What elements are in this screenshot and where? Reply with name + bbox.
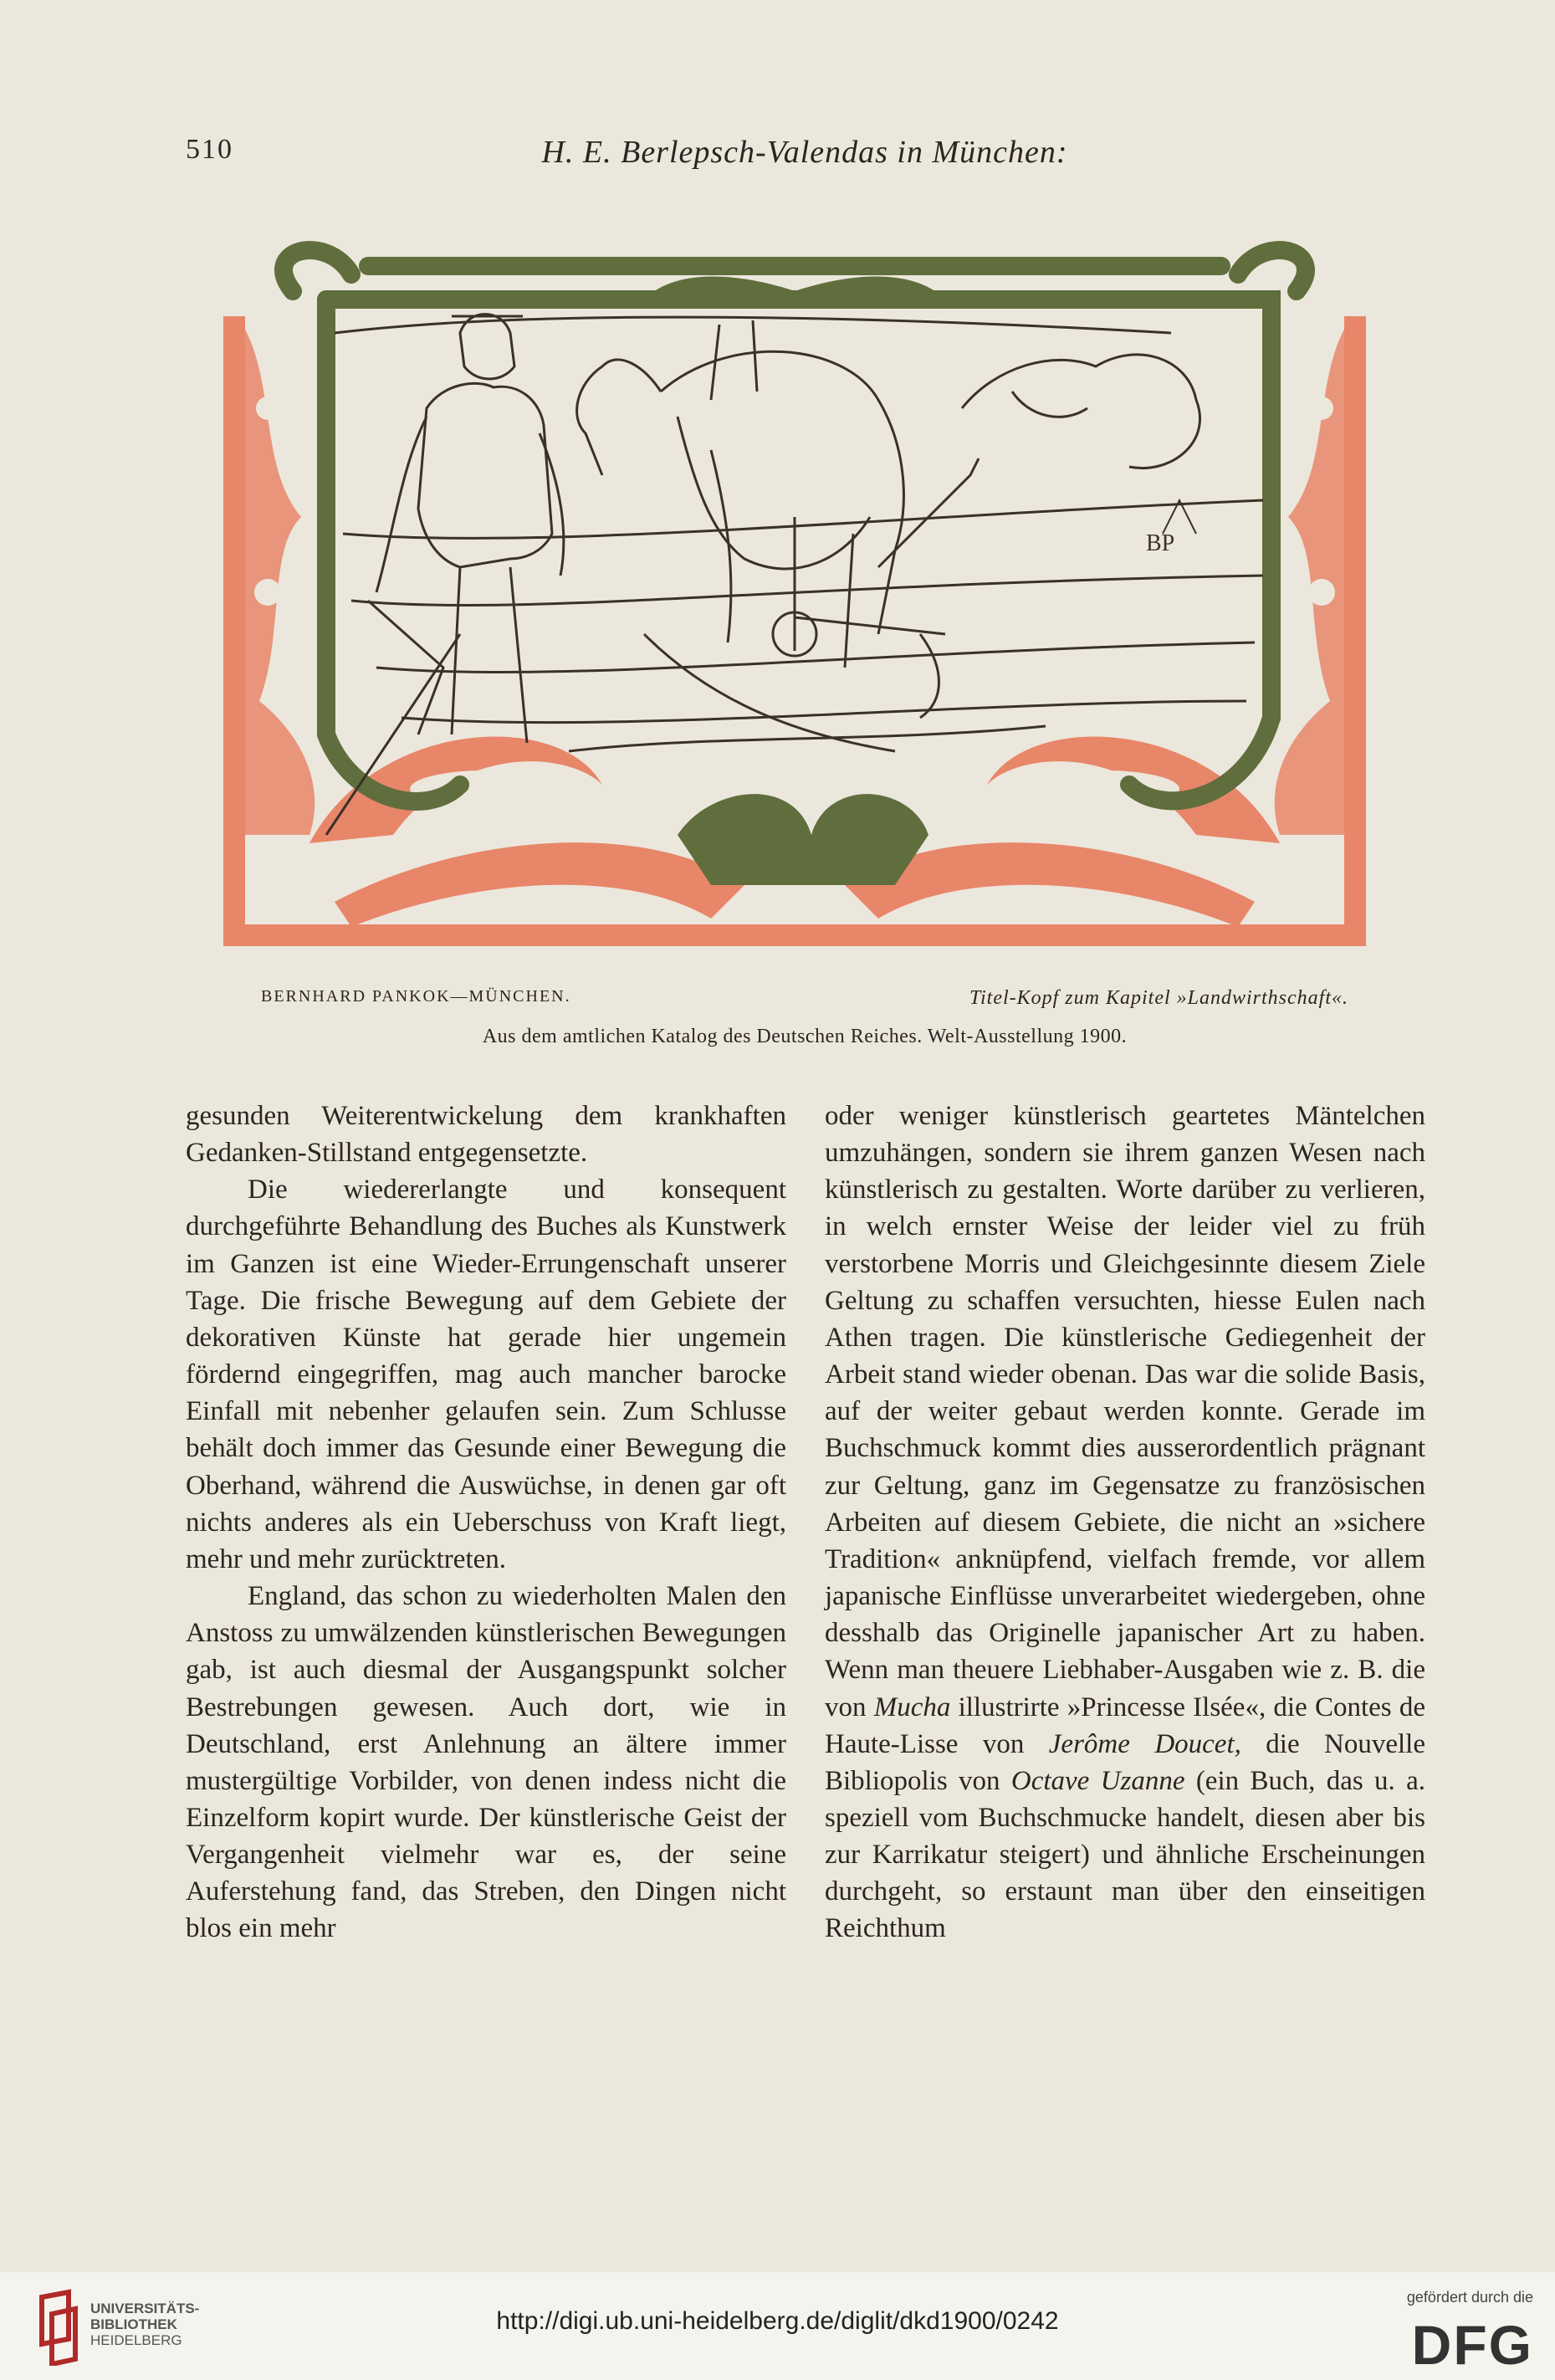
- permalink-url[interactable]: http://digi.ub.uni-heidelberg.de/diglit/dkd1900/0242: [496, 2307, 1059, 2335]
- artist-monogram: BP: [1146, 530, 1175, 556]
- figure-source-note: Aus dem amtlichen Katalog des Deutschen Reiches. Welt-Ausstellung 1900.: [482, 1026, 1128, 1047]
- library-name: UNIVERSITÄTS- BIBLIOTHEK HEIDELBERG: [90, 2301, 200, 2348]
- page-number: 510: [186, 134, 233, 165]
- paragraph: gesunden Weiterentwickelung dem krankhaften Gedanken-Stillstand entgegensetzte.: [186, 1101, 786, 1169]
- italic-name: Jerôme Doucet,: [1048, 1728, 1241, 1759]
- right-text-column: [825, 1098, 1425, 1948]
- funding-note: gefördert durch die: [1406, 2289, 1533, 2306]
- page-header: [186, 134, 1424, 184]
- text-run: die Nouvelle Bibliopolis von: [825, 1728, 1425, 1796]
- figure-title: Titel-Kopf zum Kapitel »Landwirthschaft«.: [969, 987, 1348, 1009]
- dfg-logo: DFG: [1411, 2314, 1533, 2376]
- digitization-footer: [0, 2272, 1555, 2380]
- text-run: oder weniger künstlerisch geartetes Mäntelchen umzuhängen, sondern sie ihrem ganzen Wesen nach künstlerisch zu gestalten. Worte darüber zu verlieren, in welch ernster Weise der leider viel zu früh verstorbene Morris und Gleichgesinnte diesem Ziele Geltung zu schaffen versuchten, hiesse Eulen nach Athen tragen. Die künstlerische Gediegenheit der Arbeit stand wieder obenan. Das war die solide Basis, auf der weiter gebaut werden konnte. Gerade im Buchschmuck kommt dies ausserordentlich prägnant zur Geltung, ganz im Gegensatze zu französischen Arbeiten auf diesem Gebiete, die nicht an »sichere Tradition« anknüpfend, vielfach fremde, vor allem japanische Einflüsse unverarbeitet wiedergeben, ohne desshalb das Originelle japanischer Art zu haben. Wenn man theuere Liebhaber-Ausgaben wie z. B. die von: [825, 1101, 1425, 1722]
- paragraph: Die wiedererlangte und konsequent durchgeführte Behandlung des Buches als Kunstwerk im Ganzen ist eine Wieder-Errungenschaft unserer Tage. Die frische Bewegung auf dem Gebiete der dekorativen Künste hat gerade hier ungemein fördernd eingegriffen, mag auch mancher barocke Einfall mit nebenher gelaufen sein. Zum Schlusse behält doch immer das Gesunde einer Bewegung die Oberhand, während die Auswüchse, in denen gar oft nichts anderes als ein Ueberschuss von Kraft liegt, mehr und mehr zurücktreten.: [186, 1175, 786, 1574]
- woodcut-illustration: [209, 199, 1380, 952]
- text-run: (ein Buch, das u. a. speziell vom Buchschmucke handelt, diesen aber bis zur Karrikatur steigert) und ähnliche Erscheinungen durchgeht, so erstaunt man über den einseitigen Reichthum: [825, 1765, 1426, 1944]
- paragraph: England, das schon zu wiederholten Malen den Anstoss zu umwälzenden künstlerischen Bewegungen gab, ist auch diesmal der Ausgangspunkt solcher Bestrebungen gewesen. Auch dort, wie in Deutschland, erst Anlehnung an ältere immer mustergültige Vorbilder, von denen indess nicht die Einzelform kopirt wurde. Der künstlerische Geist der Vergangenheit vielmehr war es, der seine Auferstehung fand, das Streben, den Dingen nicht blos ein mehr: [186, 1581, 786, 1944]
- figure-caption: [261, 987, 1348, 1021]
- italic-name: Mucha: [873, 1692, 951, 1722]
- figure-artist: BERNHARD PANKOK—MÜNCHEN.: [261, 987, 571, 1006]
- running-title: H. E. Berlepsch-Valendas in München:: [541, 135, 1068, 170]
- italic-name: Octave Uzanne: [1010, 1765, 1185, 1796]
- left-text-column: [186, 1098, 786, 1948]
- text-run: illustrirte »Princesse Ilsée«, die Contes de Haute-Lisse von: [825, 1692, 1426, 1759]
- paragraph: [825, 1098, 1425, 1948]
